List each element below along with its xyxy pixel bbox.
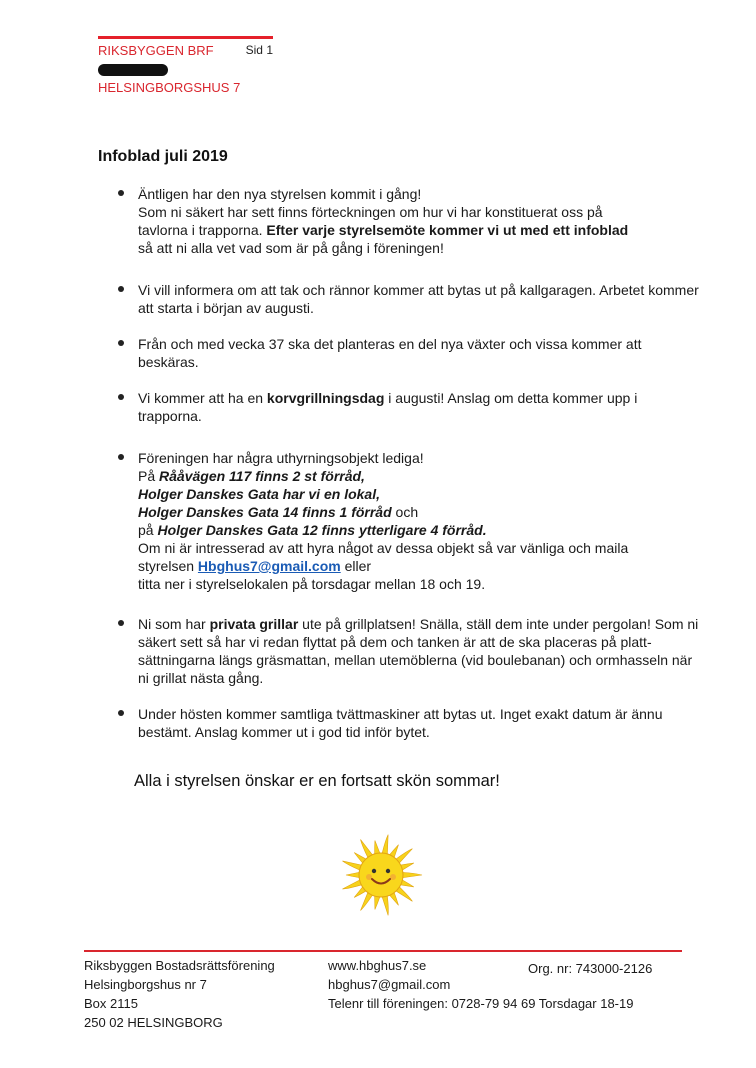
sun-ray [342,861,361,870]
bullet-icon [118,340,124,346]
footer-line: Helsingborgshus nr 7 [84,977,207,992]
bullet-list [104,185,704,759]
list-item [104,185,704,257]
bullet-icon [118,190,124,196]
list-item [104,615,704,687]
letterhead [98,36,273,95]
list-item-text: ute på grillplatsen! Snälla, ställ dem inte under pergolan! Som ni säkert sett så har vi redan flyttat på dem och tanken är att de ska placeras på platt-sättningarna längs gräsmattan, mellan utemöblerna (vid boulebanan) och ormhasseln när ni grillat nästa gång. [138,616,699,686]
footer-line: 250 02 HELSINGBORG [84,1015,223,1030]
list-item-text: tavlorna i trapporna. [138,222,267,238]
footer-line: Riksbyggen Bostadsrättsförening [84,958,275,973]
list-item-text: på [138,522,158,538]
letterhead-rule [98,36,273,39]
footer-line: Box 2115 [84,996,138,1011]
page-title: Infoblad juli 2019 [98,148,228,165]
org-number: Org. nr: 743000-2126 [528,961,653,976]
company-name: RIKSBYGGEN BRF [98,43,214,58]
list-item [104,389,704,425]
list-item-bold-italic-text: Holger Danskes Gata 14 finns 1 förråd [138,504,392,520]
closing-greeting: Alla i styrelsen önskar er en fortsatt skön sommar! [134,772,500,790]
bullet-icon [118,710,124,716]
sun-ray [382,896,388,915]
sun-ray [396,887,412,901]
list-item-text: Föreningen har några uthyrningsobjekt lediga! [138,450,424,466]
list-item-text: så att ni alla vet vad som är på gång i föreningen! [138,240,444,256]
list-item [104,449,704,593]
bullet-icon [118,454,124,460]
list-item [104,335,704,371]
association-name: HELSINGBORGSHUS 7 [98,80,241,95]
footer-email[interactable]: hbghus7@gmail.com [328,977,451,992]
list-item-text: Ni som har [138,616,210,632]
sun-ray [342,880,361,889]
footer-website[interactable]: www.hbghus7.se [328,958,427,973]
list-item-text: i augusti! Anslag om detta kommer upp i trapporna. [138,390,638,424]
redaction-mark [98,64,168,76]
list-item-text: eller [340,558,372,574]
list-item-text: och [391,504,419,520]
bullet-icon [118,286,124,292]
list-item-bold-text: korvgrillningsdag [266,390,385,406]
list-item-text: Om ni är intresserad av att hyra något av dessa objekt så var vänliga och maila [138,540,629,556]
list-item-text: styrelsen [138,558,198,574]
list-item-bold-italic-text: Holger Danskes Gata 12 finns ytterligare 4 förråd. [157,522,487,538]
bullet-icon [118,620,124,626]
letterhead-brand-row [98,43,273,58]
list-item-bold-italic-text: Holger Danskes Gata har vi en lokal, [138,486,380,502]
list-item-text: Vi kommer att ha en [138,390,267,406]
bullet-icon [118,394,124,400]
list-item-text: Vi vill informera om att tak och rännor kommer att bytas ut på kallgaragen. Arbetet kommer att starta i början av augusti. [138,282,699,316]
smiling-sun-icon [338,832,424,918]
list-item-bold-text: Efter varje styrelsemöte kommer vi ut med ett infoblad [266,222,629,238]
sun-ray [375,841,380,854]
list-item-text: Under hösten kommer samtliga tvättmaskiner att bytas ut. Inget exakt datum är ännu bestämt. Anslag kommer ut i god tid inför bytet. [138,706,663,740]
footer-address [84,956,275,1032]
sun-ray [346,872,359,877]
sun-ray [382,835,388,854]
list-item-text: Från och med vecka 37 ska det planteras en del nya växter och vissa kommer att beskäras. [138,336,642,370]
list-item-text: titta ner i styrelselokalen på torsdagar mellan 18 och 19. [138,576,486,592]
footer-phone: Telenr till föreningen: 0728-79 94 69 Torsdagar 18-19 [328,996,634,1011]
sun-ray [361,893,373,911]
list-item-text: Som ni säkert har sett finns förteckningen om hur vi har konstituerat oss på [138,204,603,220]
list-item-bold-text: privata grillar [209,616,299,632]
footer-rule [84,950,682,952]
list-item-bold-italic-text: Rååvägen 117 finns 2 st förråd, [159,468,365,484]
list-item [104,281,704,317]
sun-ray [361,839,373,857]
sun-ray [403,872,422,877]
list-item-text: På [138,468,160,484]
email-link[interactable]: Hbghus7@gmail.com [197,558,341,574]
sun-ray [396,849,412,863]
list-item [104,705,704,741]
page-number: Sid 1 [245,43,273,57]
sun-ray [375,896,380,909]
list-item-text: Äntligen har den nya styrelsen kommit i gång! [138,186,422,202]
